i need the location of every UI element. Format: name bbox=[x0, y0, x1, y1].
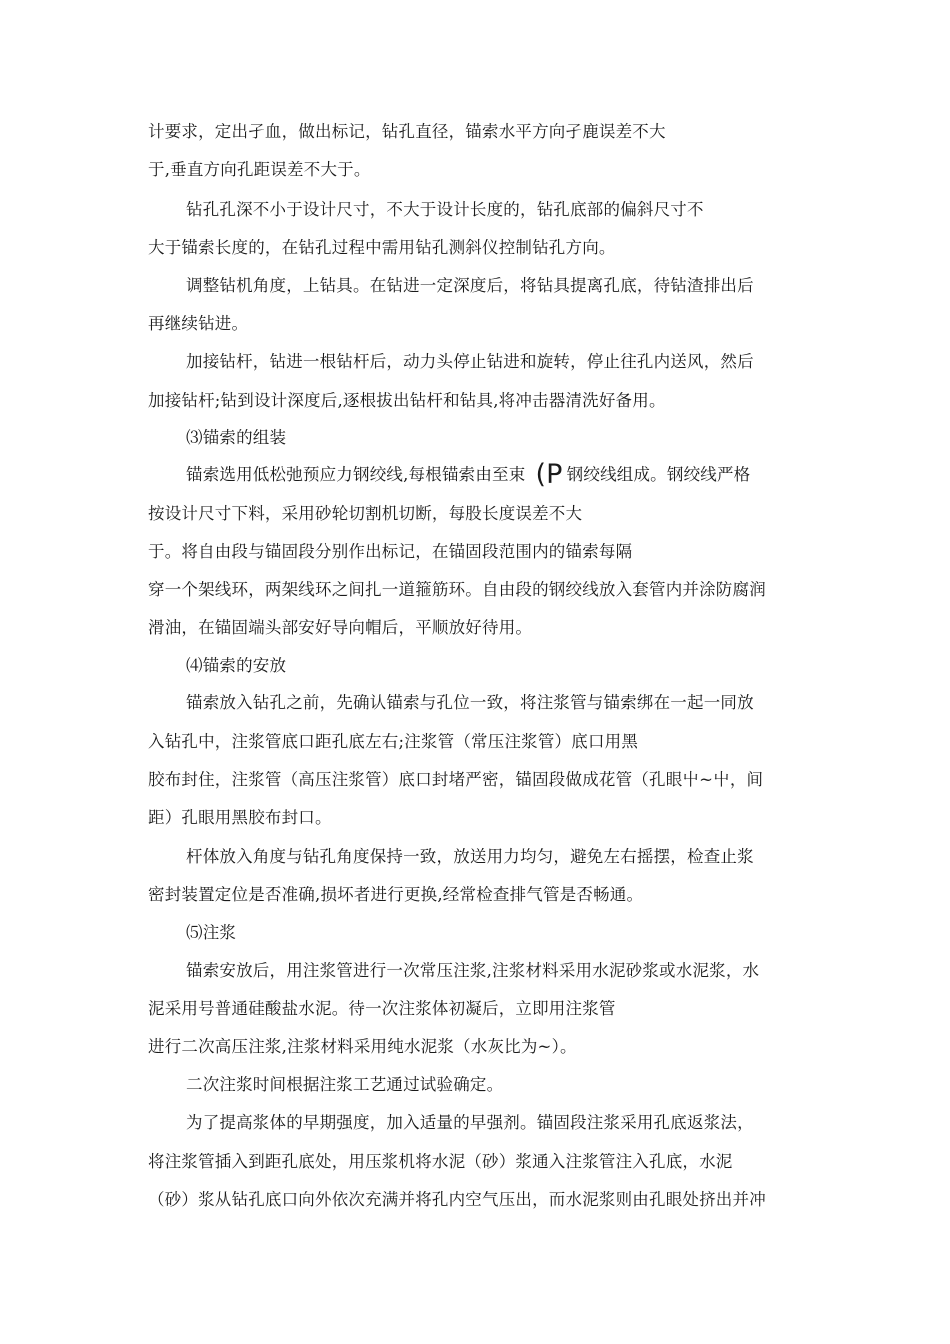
text-line: 距）孔眼用黑胶布封口。 bbox=[148, 808, 332, 827]
phi-symbol: (P bbox=[535, 459, 563, 490]
text-line: 密封装置定位是否准确,损坏者进行更换,经常检查排气管是否畅通。 bbox=[148, 885, 644, 904]
text-line: 锚索安放后，用注浆管进行一次常压注浆,注浆材料采用水泥砂浆或水泥浆，水 bbox=[186, 961, 760, 980]
text-line: （砂）浆从钻孔底口向外依次充满并将孔内空气压出，而水泥浆则由孔眼处挤出并冲 bbox=[148, 1190, 766, 1209]
text-line: 锚索放入钻孔之前，先确认锚索与孔位一致，将注浆管与锚索绑在一起一同放 bbox=[186, 693, 754, 712]
text-line: 计要求，定出孑血，做出标记，钻孔直径，锚索水平方向孑鹿误差不大 bbox=[148, 122, 666, 141]
text-line: 泥采用号普通硅酸盐水泥。待一次注浆体初凝后，立即用注浆管 bbox=[148, 999, 616, 1018]
text-line: 入钻孔中，注浆管底口距孔底左右;注浆管（常压注浆管）底口用黑 bbox=[148, 732, 639, 751]
text-segment: 锚索选用低松弛预应力钢绞线,每根锚索由至束 bbox=[186, 465, 526, 484]
text-line: 按设计尺寸下料，采用砂轮切割机切断，每股长度误差不大 bbox=[148, 504, 583, 523]
text-line: 为了提高浆体的早期强度，加入适量的早强剂。锚固段注浆采用孔底返浆法， bbox=[186, 1113, 754, 1132]
section-heading: ⑷锚索的安放 bbox=[186, 656, 287, 675]
text-line: 钻孔孔深不小于设计尺寸，不大于设计长度的，钻孔底部的偏斜尺寸不 bbox=[186, 200, 704, 219]
text-line: 再继续钻进。 bbox=[148, 314, 249, 333]
text-line: 二次注浆时间根据注浆工艺通过试验确定。 bbox=[186, 1075, 504, 1094]
text-line: 胶布封住，注浆管（高压注浆管）底口封堵严密，锚固段做成花管（孔眼屮~屮，间 bbox=[148, 770, 764, 789]
text-segment: 钢绞线组成。钢绞线严格 bbox=[566, 465, 751, 484]
section-heading: ⑸注浆 bbox=[186, 923, 237, 942]
text-line: 滑油，在锚固端头部安好导向帽后，平顺放好待用。 bbox=[148, 618, 533, 637]
text-line: 杆体放入角度与钻孔角度保持一致，放送用力均匀，避免左右摇摆，检查止浆 bbox=[186, 847, 754, 866]
text-line: 将注浆管插入到距孔底处，用压浆机将水泥（砂）浆通入注浆管注入孔底，水泥 bbox=[148, 1152, 733, 1171]
section-heading: ⑶锚索的组装 bbox=[186, 428, 287, 447]
text-line: 于。将自由段与锚固段分别作出标记，在锚固段范围内的锚索每隔 bbox=[148, 542, 633, 561]
text-line: 进行二次高压注浆,注浆材料采用纯水泥浆（水灰比为~）。 bbox=[148, 1037, 577, 1056]
text-line bbox=[186, 459, 751, 490]
text-line: 加接钻杆;钻到设计深度后,逐根拔出钻杆和钻具,将冲击器清洗好备用。 bbox=[148, 391, 666, 410]
text-line: 穿一个架线环，两架线环之间扎一道箍筋环。自由段的钢绞线放入套管内并涂防腐润 bbox=[148, 580, 766, 599]
text-line: 大于锚索长度的，在钻孔过程中需用钻孔测斜仪控制钻孔方向。 bbox=[148, 238, 616, 257]
text-line: 于,垂直方向孔距误差不大于。 bbox=[148, 160, 371, 179]
text-line: 调整钻机角度，上钻具。在钻进一定深度后，将钻具提离孔底，待钻渣排出后 bbox=[186, 276, 754, 295]
text-line: 加接钻杆，钻进一根钻杆后，动力头停止钻进和旋转，停止往孔内送风，然后 bbox=[186, 352, 754, 371]
